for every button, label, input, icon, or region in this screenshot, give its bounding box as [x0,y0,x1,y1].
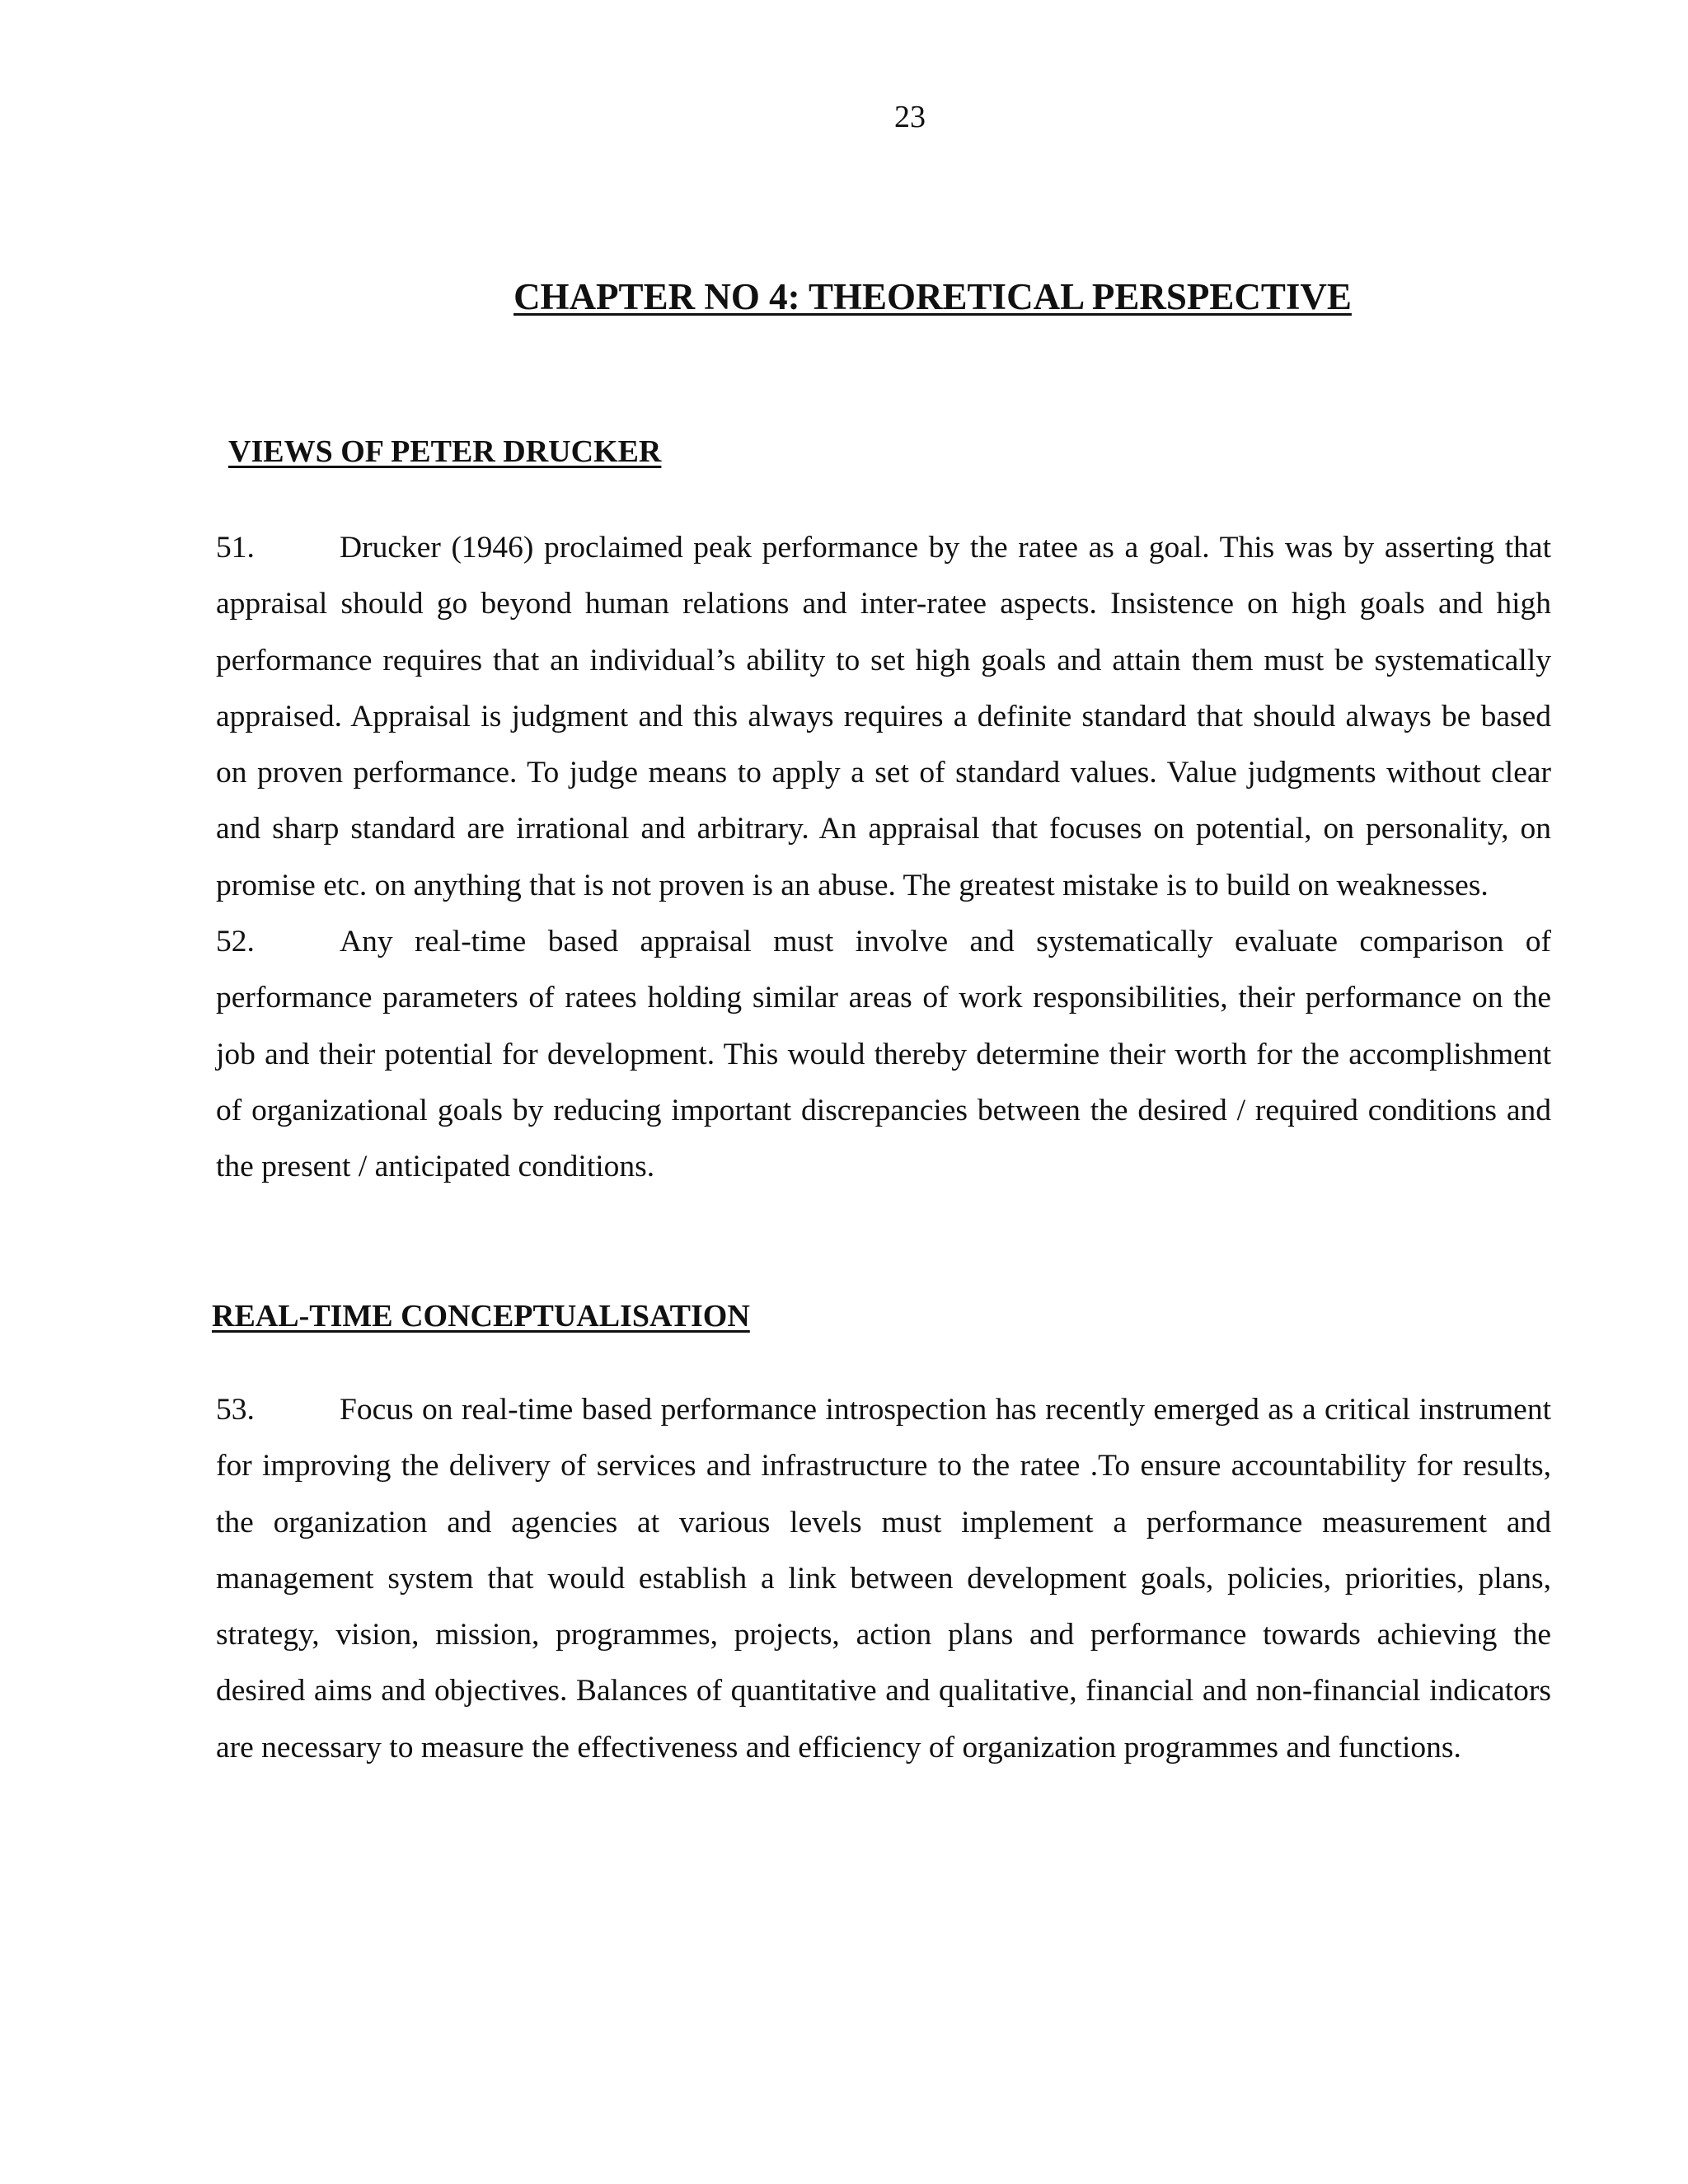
chapter-title: CHAPTER NO 4: THEORETICAL PERSPECTIVE [513,276,1352,317]
paragraph-53 [216,1382,1551,1776]
paragraph-number: 51. [216,531,255,565]
section-heading-real-time-conceptualisation: REAL-TIME CONCEPTUALISATION [212,1299,750,1333]
paragraph-text: Focus on real-time based performance introspection has recently emerged as a critical instrument for improving the delivery of services and infrastructure to the ratee .To ensure accountability for results, the organization and agencies at various levels must implement a performance measurement and management system that would establish a link between development goals, policies, priorities, plans, strategy, vision, mission, programmes, projects, action plans and performance towards achieving the desired aims and objectives. Balances of quantitative and qualitative, financial and non-financial indicators are necessary to measure the effectiveness and efficiency of organization programmes and functions. [216,1393,1551,1765]
paragraph-text: Any real-time based appraisal must involve and systematically evaluate comparison of performance parameters of ratees holding similar areas of work responsibilities, their performance on the job and their potential for development. This would thereby determine their worth for the accomplishment of organizational goals by reducing important discrepancies between the desired / required conditions and the present / anticipated conditions. [216,925,1551,1184]
section-body-real-time-conceptualisation [216,1382,1551,1776]
paragraph-51 [216,520,1551,914]
paragraph-number: 52. [216,925,255,959]
page-number: 23 [894,100,926,134]
paragraph-text: Drucker (1946) proclaimed peak performance by the ratee as a goal. This was by asserting that appraisal should go beyond human relations and inter-ratee aspects. Insistence on high goals and high performance requires that an individual’s ability to set high goals and attain them must be systematically appraised. Appraisal is judgment and this always requires a definite standard that should always be based on proven performance. To judge means to apply a set of standard values. Value judgments without clear and sharp standard are irrational and arbitrary. An appraisal that focuses on potential, on personality, on promise etc. on anything that is not proven is an abuse. The greatest mistake is to build on weaknesses. [216,531,1551,902]
section-heading-views-of-peter-drucker: VIEWS OF PETER DRUCKER [228,434,662,469]
section-body-views-of-peter-drucker [216,520,1551,1196]
paragraph-52 [216,914,1551,1195]
paragraph-number: 53. [216,1393,255,1427]
